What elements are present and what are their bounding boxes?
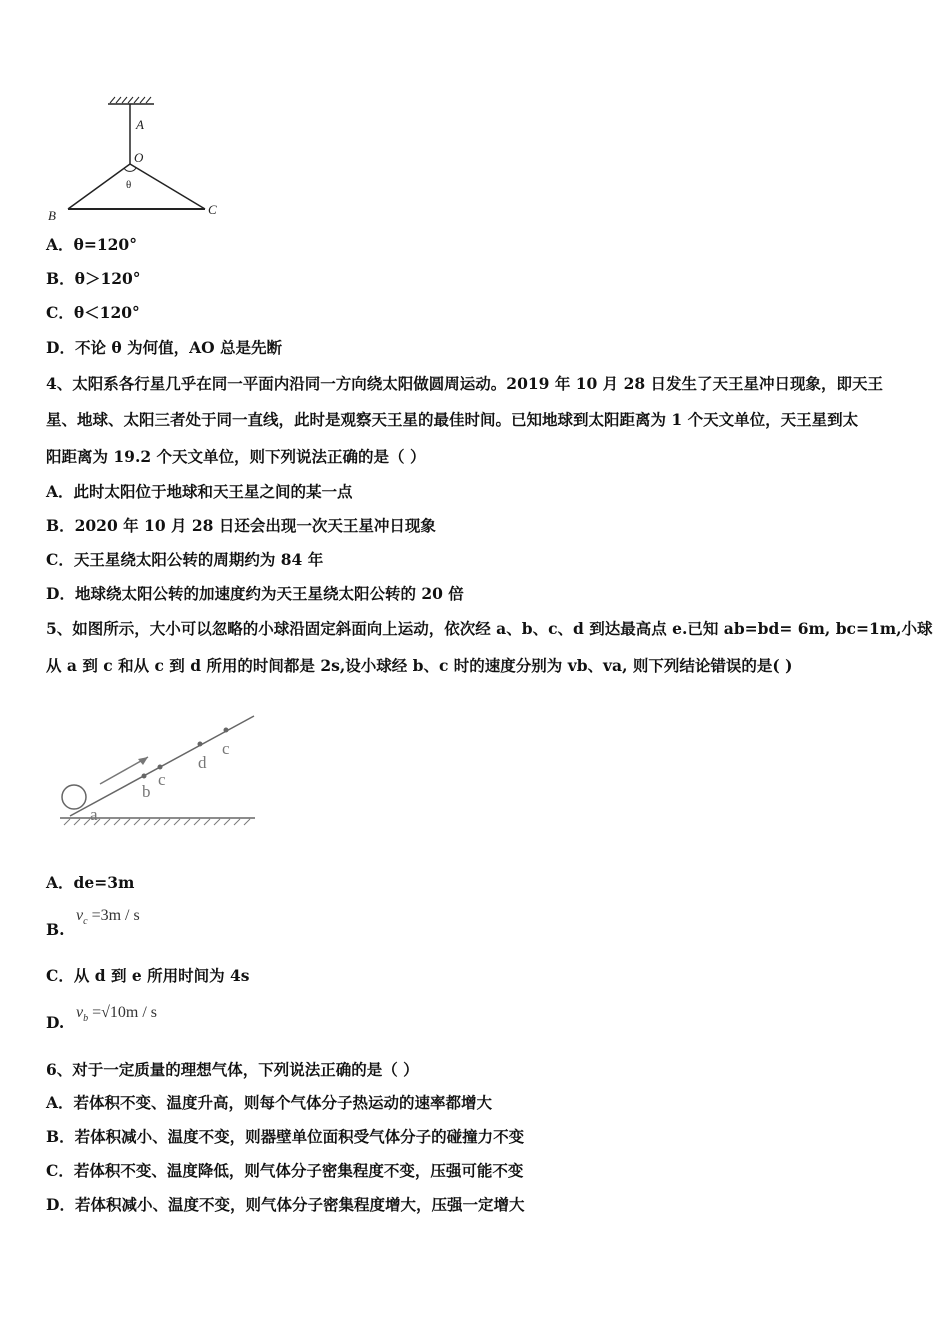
rope-ob <box>68 164 130 209</box>
q5-stem-line1: 5、如图所示，大小可以忽略的小球沿固定斜面向上运动，依次经 a、b、c、d 到达最高点 e.已知 ab=bd= 6m, bc=1m,小球 <box>46 619 933 638</box>
q6-option-b: B．若体积减小、温度不变，则器壁单位面积受气体分子的碰撞力不变 <box>46 1127 525 1146</box>
q5-option-b-formula <box>76 907 140 925</box>
q4-option-d: D．地球绕太阳公转的加速度约为天王星绕太阳公转的 20 倍 <box>46 584 464 603</box>
q5-option-d-letter: D. <box>46 1013 65 1032</box>
q4-option-a: A．此时太阳位于地球和天王星之间的某一点 <box>46 482 353 501</box>
ball <box>62 785 86 809</box>
formula-sub: c <box>83 916 88 927</box>
incline-label-e: c <box>222 739 230 758</box>
label-o: O <box>134 150 144 165</box>
incline-label-c: c <box>158 770 166 789</box>
q4-option-b: B．2020 年 10 月 28 日还会出现一次天王星冲日现象 <box>46 516 436 535</box>
incline-label-d: d <box>198 753 207 772</box>
q5-option-a: A．de=3m <box>46 873 135 892</box>
label-b: B <box>48 208 56 223</box>
q5-option-c: C．从 d 到 e 所用时间为 4s <box>46 966 250 985</box>
formula-v: v <box>76 1004 84 1021</box>
q3-option-c: C．θ＜120° <box>46 303 140 322</box>
point-b <box>142 774 147 779</box>
formula-v: v <box>76 907 84 924</box>
figure-incline <box>50 700 270 840</box>
q6-option-d: D．若体积减小、温度不变，则气体分子密集程度增大，压强一定增大 <box>46 1195 525 1214</box>
point-d <box>198 742 203 747</box>
formula-sub: b <box>83 1013 89 1024</box>
label-c: C <box>208 202 217 217</box>
q6-stem: 6、对于一定质量的理想气体，下列说法正确的是（ ） <box>46 1060 419 1079</box>
rope-oc <box>130 164 205 209</box>
formula-value: =√10m / s <box>92 1004 158 1021</box>
q4-option-c: C．天王星绕太阳公转的周期约为 84 年 <box>46 550 324 569</box>
q6-option-a: A．若体积不变、温度升高，则每个气体分子热运动的速率都增大 <box>46 1093 493 1112</box>
incline-label-a: a <box>90 805 98 824</box>
point-c <box>158 765 163 770</box>
q5-stem-line2: 从 a 到 c 和从 c 到 d 所用的时间都是 2s,设小球经 b、c 时的速度分别为 vb、va, 则下列结论错误的是( ) <box>46 656 793 675</box>
point-e <box>224 728 229 733</box>
q6-option-c: C．若体积不变、温度降低，则气体分子密集程度不变，压强可能不变 <box>46 1161 524 1180</box>
q3-option-a: A．θ=120° <box>46 235 137 254</box>
q4-stem-line2: 星、地球、太阳三者处于同一直线，此时是观察天王星的最佳时间。已知地球到太阳距离为 1 个天文单位，天王星到太 <box>46 410 859 429</box>
label-a: A <box>136 117 144 132</box>
figure-hanging-triangle <box>40 92 240 232</box>
q4-stem-line1: 4、太阳系各行星几乎在同一平面内沿同一方向绕太阳做圆周运动。2019 年 10 月 28 日发生了天王星冲日现象，即天王 <box>46 374 884 393</box>
formula-value: =3m / s <box>91 907 140 924</box>
q3-option-b: B．θ＞120° <box>46 269 141 288</box>
q4-stem-line3: 阳距离为 19.2 个天文单位，则下列说法正确的是（ ） <box>46 447 426 466</box>
q5-option-d-formula <box>76 1004 157 1022</box>
q3-option-d: D．不论 θ 为何值，AO 总是先断 <box>46 338 282 357</box>
q5-option-b-letter: B. <box>46 920 65 939</box>
label-theta: θ <box>126 179 132 191</box>
incline-label-b: b <box>142 782 151 801</box>
